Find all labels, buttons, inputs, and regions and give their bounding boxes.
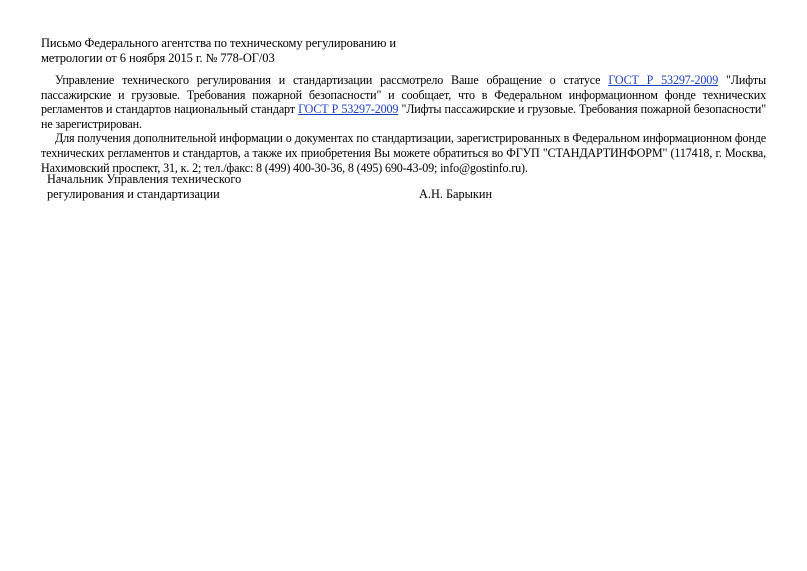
paragraph-1-text-end: "Лифты пассажирские и грузовые. Требования пожарной безопасности" не зарегистрирован. [41,102,766,131]
paragraph-1-text-middle: "Лифты пассажирские и грузовые. Требования пожарной безопасности" и сообщает, что в Федеральном информационном фонде технических регламентов и стандартов национальный стандарт [41,73,766,117]
document-body [41,73,766,175]
paragraph-2: Для получения дополнительной информации о документах по стандартизации, зарегистрированных в Федеральном информационном фонде технических регламентов и стандартов, а также их приобретения Вы можете обратиться во ФГУП "СТАНДАРТИНФОРМ" (117418, г. Москва, Нахимовский проспект, 31, к. 2; тел./факс: 8 (499) 400-30-36, 8 (495) 690-43-09; info@gostinfo.ru). [41,131,766,175]
signature-block [47,172,507,202]
document-title [41,36,461,66]
signature-row-1 [47,172,507,187]
signer-name: А.Н. Барыкин [419,187,493,201]
gost-link-2[interactable]: ГОСТ Р 53297-2009 [298,102,399,117]
signer-position-line-2: регулирования и стандартизации [47,187,220,201]
document-title-line-2: метрологии от 6 ноября 2015 г. № 778-ОГ/03 [41,51,275,65]
signer-position-line-1: Начальник Управления технического [47,172,242,186]
gost-link-1[interactable]: ГОСТ Р 53297-2009 [608,73,719,87]
signature-row-2 [47,187,507,202]
paragraph-1 [41,73,766,131]
paragraph-1-text-start: Управление технического регулирования и стандартизации рассмотрело Ваше обращение о статусе [55,73,609,87]
document-title-line-1: Письмо Федерального агентства по техническому регулированию и [41,36,396,50]
